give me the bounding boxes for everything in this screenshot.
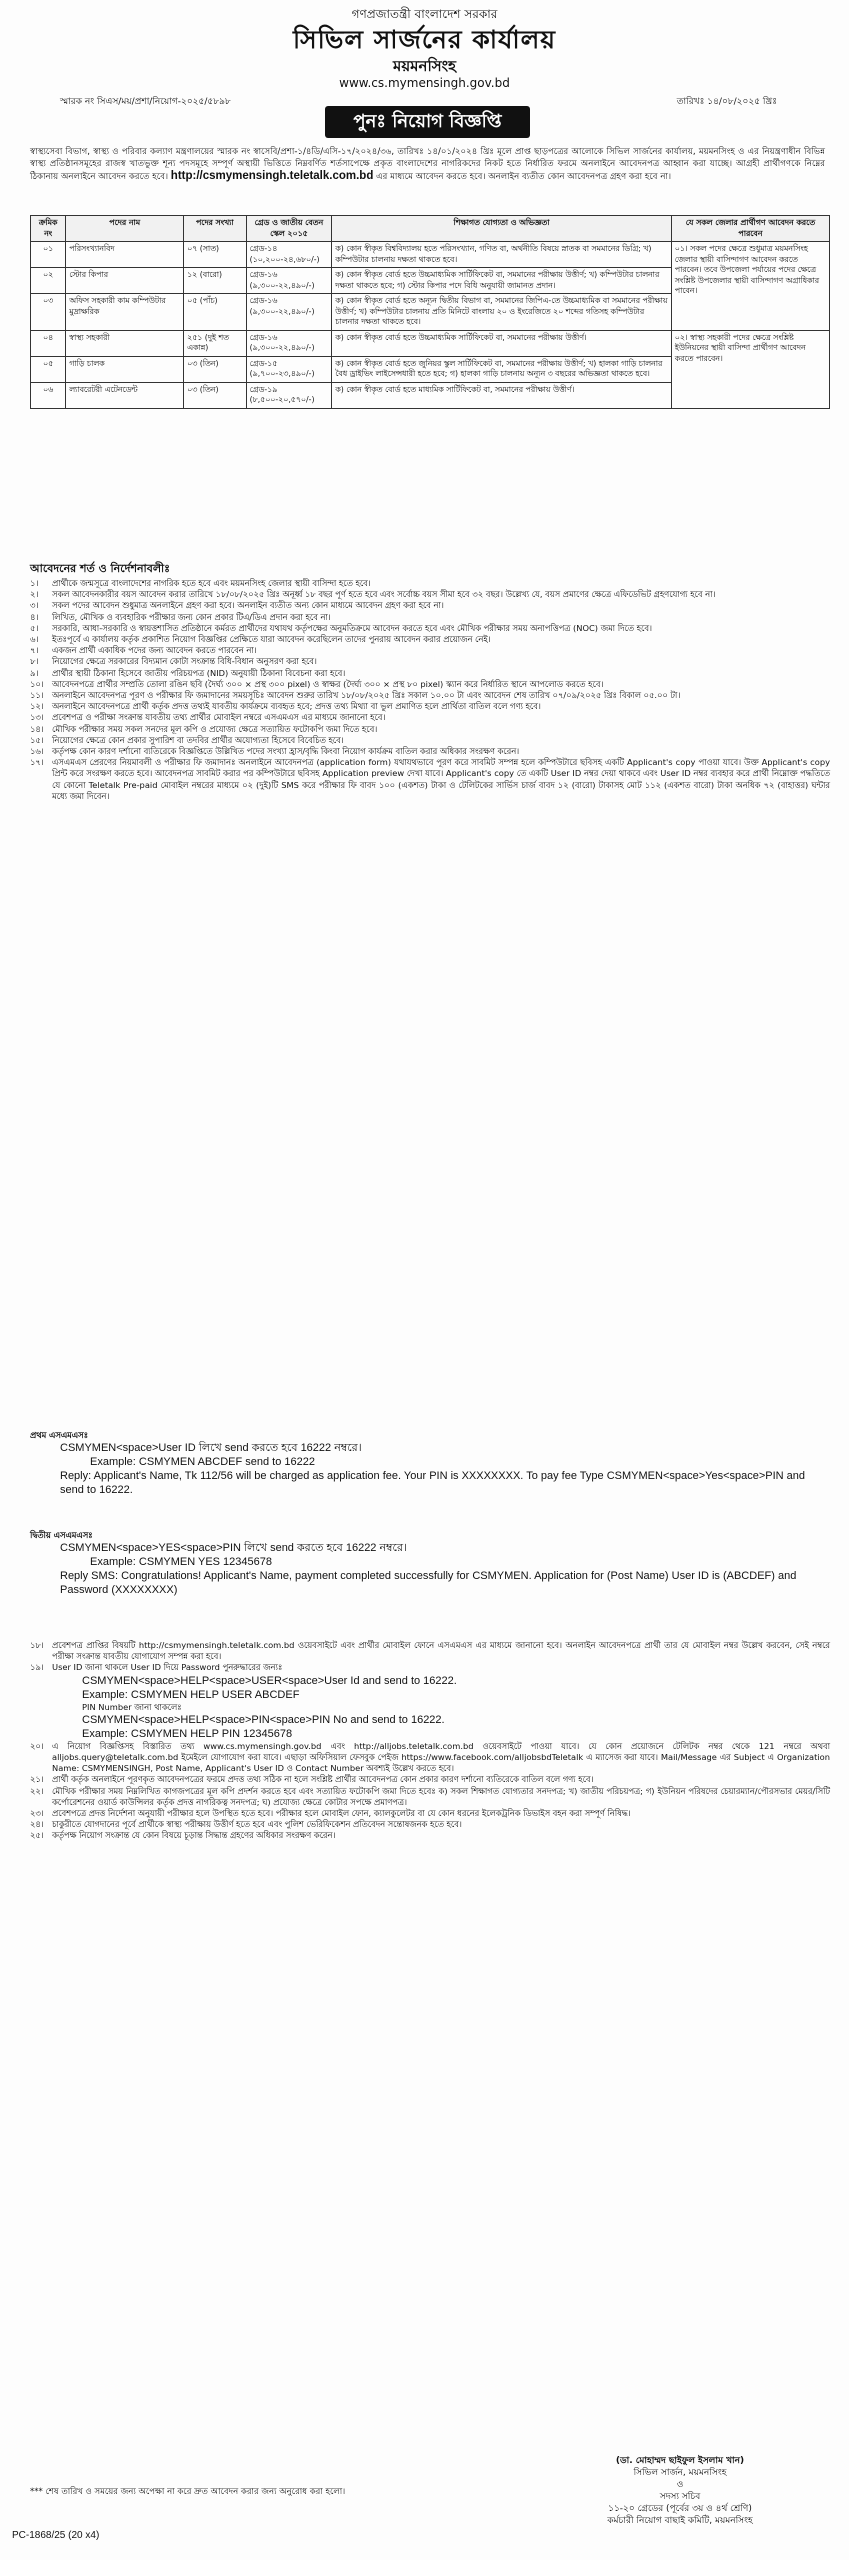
final-note-text: প্রার্থী কর্তৃক অনলাইনে পূরণকৃত আবেদনপত্রের ফরমে প্রদত্ত তথ্য সঠিক না হলে সংশ্লিষ্ট প্রার্থীর আবেদনপত্র কোন প্রকার কারণ দর্শানো ব্যতিরেকে বাতিল বলে গণ্য হবে। <box>52 1774 594 1785</box>
rule-text: ইতঃপূর্বে এ কার্যালয় কর্তৃক প্রকাশিত নিয়োগ বিজ্ঞপ্তির প্রেক্ষিতে যারা আবেদন করেছিলেন তাদের পুনরায় আবেদন করার প্রয়োজন নেই। <box>52 634 491 645</box>
row-grade: গ্রেড-১৪ (১০,২০০-২৪,৬৮০/-) <box>246 242 332 268</box>
notice-banner: পুনঃ নিয়োগ বিজ্ঞপ্তি <box>325 106 530 138</box>
list-item: ২১। প্রার্থী কর্তৃক অনলাইনে পূরণকৃত আবেদনপত্রের ফরমে প্রদত্ত তথ্য সঠিক না হলে সংশ্লিষ্ট প্রার্থীর আবেদনপত্র কোন প্রকার কারণ দর্শানো ব্যতিরেকে বাতিল বলে গণ্য হবে। <box>30 1774 830 1785</box>
row-qualification: ক) কোন স্বীকৃত বোর্ড হতে উচ্চমাধ্যমিক সার্টিফিকেট বা, সমমানের পরীক্ষায় উত্তীর্ণ; খ) কম্পিউটার চালনার দক্ষতা থাকতে হবে; গ) স্টোর কিপার পদে বিধি অনুযায়ী জামানত প্রদান। <box>332 268 672 294</box>
second-sms-title: দ্বিতীয় এসএমএসঃ <box>30 1530 93 1540</box>
second-sms-reply: Reply SMS: Congratulations! Applicant's Name, payment completed successfully for CSMYMEN. Application for (Post Name) User ID is (ABCDEF) and Password (XXXXXXXX) <box>60 1570 797 1597</box>
office-website[interactable]: www.cs.mymensingh.gov.bd <box>339 76 510 90</box>
rule-text: প্রার্থীকে জন্মসূত্রে বাংলাদেশের নাগরিক হতে হবে এবং ময়মনসিংহ জেলার স্থায়ী বাসিন্দা হতে হবে। <box>52 578 371 588</box>
first-sms-section <box>30 1430 830 1497</box>
list-item: ১৮। প্রবেশপত্র প্রাপ্তির বিষয়টি http://csmymensingh.teletalk.com.bd ওয়েবসাইটে এবং প্রার্থীর মোবাইল ফোনে এসএমএস এর মাধ্যমে জানানো হবে। অনলাইন আবেদনপত্রে প্রার্থী তার যে মোবাইল নম্বর উল্লেখ করবেন, সেই নম্বরে পরীক্ষা সংক্রান্ত যাবতীয় যোগাযোগ সম্পন্ন করা হবে। <box>30 1640 830 1662</box>
rule-text: প্রবেশপত্র ও পরীক্ষা সংক্রান্ত যাবতীয় তথ্য প্রার্থীর মোবাইল নম্বরে এসএমএস এর মাধ্যমে জানানো হবে। <box>52 712 386 723</box>
row-grade: গ্রেড-১৫ (৯,৭০০-২৩,৪৯০/-) <box>246 356 332 382</box>
list-item: ১। প্রার্থীকে জন্মসূত্রে বাংলাদেশের নাগরিক হতে হবে এবং ময়মনসিংহ জেলার স্থায়ী বাসিন্দা হতে হবে। <box>30 578 830 589</box>
first-sms-example: Example: CSMYMEN ABCDEF send to 16222 <box>90 1456 315 1469</box>
government-heading: গণপ্রজাতন্ত্রী বাংলাদেশ সরকার <box>351 7 498 21</box>
rules-title: আবেদনের শর্ত ও নির্দেশনাবলীঃ <box>30 562 171 575</box>
first-sms-reply: Reply: Applicant's Name, Tk 112/56 will be charged as application fee. Your PIN is XXXXXXXX. To pay fee Type CSMYMEN<space>Yes<space>PIN and send to 16222. <box>60 1470 806 1497</box>
rule-text: নিয়োগের ক্ষেত্রে সরকারের বিদ্যমান কোটা সংক্রান্ত বিধি-বিধান অনুসরণ করা হবে। <box>52 656 317 667</box>
password-recovery-instructions <box>30 1674 830 1741</box>
list-item: ১২। অনলাইনে আবেদনপত্রে প্রার্থী কর্তৃক প্রদত্ত তথ্যই যাবতীয় কার্যক্রমে ব্যবহৃত হবে; প্রদত্ত তথ্য মিথ্যা বা ভুল প্রমাণিত হলে প্রার্থিতা বাতিল বলে গণ্য হবে। <box>30 701 830 712</box>
eligible-districts-health-assistant: ০২। স্বাস্থ্য সহকারী পদের ক্ষেত্রে সংশ্লিষ্ট ইউনিয়নের স্থায়ী বাসিন্দা প্রার্থীগণ আবেদন করতে পারবেন। <box>671 330 829 408</box>
row-qualification: ক) কোন স্বীকৃত বিশ্ববিদ্যালয় হতে পরিসংখ্যান, গণিত বা, অর্থনীতি বিষয়ে স্নাতক বা সমমানের ডিগ্রি; খ) কম্পিউটার চালনায় দক্ষতা থাকতে হবে। <box>332 242 672 268</box>
first-sms-instructions <box>30 1441 830 1497</box>
admit-section <box>30 1640 830 1842</box>
info-note-text: এ নিয়োগ বিজ্ঞপ্তিসহ বিস্তারিত তথ্য www.cs.mymensingh.gov.bd এবং http://alljobs.teletalk.com.bd ওয়েবসাইটে পাওয়া যাবে। যে কোন প্রয়োজনে টেলিটক নম্বর থেকে 121 নম্বরে অথবা alljobs.query@teletalk.com.bd ইমেইলে যোগাযোগ করা যাবে। এছাড়া অফিসিয়াল ফেসবুক পেইজ https://www.facebook.com/alljobsbdTeletalk এ ম্যাসেজ করা যাবে। Mail/Message এর Subject এ Organization Name: CSMYMENSINGH, Post Name, Applicant's User ID ও Contact Number অবশ্যই উল্লেখ করতে হবে। <box>52 1740 830 1774</box>
eligible-districts-general: ০১। সকল পদের ক্ষেত্রে শুধুমাত্র ময়মনসিংহ জেলার স্থায়ী বাসিন্দাগণ আবেদন করতে পারবেন। তবে উপজেলা পর্যায়ের পদের ক্ষেত্রে সংশ্লিষ্ট উপজেলার স্থায়ী বাসিন্দাগণ অগ্রাধিকার পাবেন। <box>671 242 829 331</box>
first-sms-title: প্রথম এসএমএসঃ <box>30 1430 88 1440</box>
rule-text: সকল আবেদনকারীর বয়স আবেদন করার তারিখে ১৮/০৮/২০২৫ খ্রিঃ অনূর্ধ্ব ১৮ বছর পূর্ণ হতে হবে এবং সর্বোচ্চ বয়স সীমা হবে ৩২ বছর। উল্লেখ্য যে, বয়স প্রমাণের ক্ষেত্রে এফিডেভিট গ্রহণযোগ্য হবে না। <box>52 589 716 600</box>
recovery-user-format: CSMYMEN<space>HELP<space>USER<space>User Id and send to 16222. <box>82 1674 457 1687</box>
list-item: ৬। ইতঃপূর্বে এ কার্যালয় কর্তৃক প্রকাশিত নিয়োগ বিজ্ঞপ্তির প্রেক্ষিতে যারা আবেদন করেছিলেন তাদের পুনরায় আবেদন করার প্রয়োজন নেই। <box>30 634 830 645</box>
signatory-conjunction: ও <box>676 2480 684 2490</box>
col-qualification: শিক্ষাগত যোগ্যতা ও অভিজ্ঞতা <box>332 216 672 242</box>
list-item: ৪। লিখিত, মৌখিক ও ব্যবহারিক পরীক্ষার জন্য কোন প্রকার টিএ/ডিএ প্রদান করা হবে না। <box>30 612 830 623</box>
row-serial: ০২ <box>31 268 66 294</box>
col-eligible-districts: যে সকল জেলার প্রার্থীগণ আবেদন করতে পারবেন <box>671 216 829 242</box>
deadline-reminder: *** শেষ তারিখ ও সময়ের জন্য অপেক্ষা না করে দ্রুত আবেদন করার জন্য অনুরোধ করা হলো। <box>30 2487 346 2497</box>
row-serial: ০৬ <box>31 382 66 408</box>
pc-number: PC-1868/25 (20 x4) <box>12 2530 100 2541</box>
final-note-text: মৌখিক পরীক্ষার সময় নিম্নলিখিত কাগজপত্রের মূল কপি প্রদর্শন করতে হবে এবং সত্যায়িত ফটোকপি জমা দিতে হবেঃ ক) সকল শিক্ষাগত যোগ্যতার সনদপত্র; খ) জাতীয় পরিচয়পত্র; গ) ইউনিয়ন পরিষদের চেয়ারম্যান/পৌরসভার মেয়র/সিটি কর্পোরেশনের ওয়ার্ড কাউন্সিলর কর্তৃক প্রদত্ত নাগরিকত্ব সনদপত্র; ঘ) প্রযোজ্য ক্ষেত্রে কোটার সপক্ষে প্রমাণপত্র। <box>52 1785 830 1807</box>
second-sms-example: Example: CSMYMEN YES 12345678 <box>90 1556 272 1569</box>
apply-url[interactable]: http://csmymensingh.teletalk.com.bd <box>170 170 374 182</box>
list-item: ১৫। নিয়োগের ক্ষেত্রে কোন প্রকার সুপারিশ বা তদবির প্রার্থীর অযোগ্যতা হিসেবে বিবেচিত হবে। <box>30 735 830 746</box>
row-post-name: অফিস সহকারী কাম কম্পিউটার মুদ্রাক্ষরিক <box>66 294 184 331</box>
col-grade: গ্রেড ও জাতীয় বেতন স্কেল ২০১৫ <box>246 216 332 242</box>
signature-block <box>560 2455 800 2527</box>
second-sms-format: CSMYMEN<space>YES<space>PIN লিখে send করতে হবে 16222 নম্বরে। <box>60 1542 407 1555</box>
row-grade: গ্রেড-১৬ (৯,৩০০-২২,৪৯০/-) <box>246 294 332 331</box>
row-post-count: ০৩ (তিন) <box>184 382 246 408</box>
posts-table <box>30 215 830 409</box>
recovery-pin-example: Example: CSMYMEN HELP PIN 12345678 <box>82 1727 293 1740</box>
row-post-name: স্বাস্থ্য সহকারী <box>66 330 184 356</box>
rule-text: লিখিত, মৌখিক ও ব্যবহারিক পরীক্ষার জন্য কোন প্রকার টিএ/ডিএ প্রদান করা হবে না। <box>52 611 331 622</box>
list-item: ২৪। চাকুরীতে যোগদানের পূর্বে প্রার্থীকে স্বাস্থ্য পরীক্ষায় উত্তীর্ণ হতে হবে এবং পুলিশ ভেরিফিকেশন প্রতিবেদন সন্তোষজনক হতে হবে। <box>30 1819 830 1830</box>
rule-text: নিয়োগের ক্ষেত্রে কোন প্রকার সুপারিশ বা তদবির প্রার্থীর অযোগ্যতা হিসেবে বিবেচিত হবে। <box>52 734 344 745</box>
list-item: ১৯। User ID জানা থাকলে User ID দিয়ে Password পুনরুদ্ধারের জন্যঃ <box>30 1662 830 1673</box>
signatory-name: (ডা. মোহাম্মদ ছাইফুল ইসলাম খান) <box>615 2456 745 2466</box>
rule-text: অনলাইনে আবেদনপত্রে প্রার্থী কর্তৃক প্রদত্ত তথ্যই যাবতীয় কার্যক্রমে ব্যবহৃত হবে; প্রদত্ত তথ্য মিথ্যা বা ভুল প্রমাণিত হলে প্রার্থিতা বাতিল বলে গণ্য হবে। <box>52 701 541 712</box>
col-serial: ক্রমিক নং <box>31 216 66 242</box>
row-post-name: গাড়ি চালক <box>66 356 184 382</box>
signatory-title: সিভিল সার্জন, ময়মনসিংহ <box>633 2468 727 2478</box>
table-row <box>31 242 830 268</box>
row-grade: গ্রেড-১৬ (৯,৩০০-২২,৪৯০/-) <box>246 268 332 294</box>
list-item: ৮। নিয়োগের ক্ষেত্রে সরকারের বিদ্যমান কোটা সংক্রান্ত বিধি-বিধান অনুসরণ করা হবে। <box>30 656 830 667</box>
col-post-name: পদের নাম <box>66 216 184 242</box>
list-item: ৯। প্রার্থীর স্থায়ী ঠিকানা হিসেবে জাতীয় পরিচয়পত্র (NID) অনুযায়ী ঠিকানা বিবেচনা করা হবে। <box>30 668 830 679</box>
final-note-text: চাকুরীতে যোগদানের পূর্বে প্রার্থীকে স্বাস্থ্য পরীক্ষায় উত্তীর্ণ হতে হবে এবং পুলিশ ভেরিফিকেশন প্রতিবেদন সন্তোষজনক হতে হবে। <box>52 1819 462 1830</box>
second-sms-section <box>30 1530 830 1597</box>
col-post-count: পদের সংখ্যা <box>184 216 246 242</box>
list-item: ৭। একজন প্রার্থী একাধিক পদের জন্য আবেদন করতে পারবেন না। <box>30 645 830 656</box>
row-serial: ০১ <box>31 242 66 268</box>
committee-name: কর্মচারী নিয়োগ বাছাই কমিটি, ময়মনসিংহ <box>607 2516 753 2526</box>
final-note-text: প্রবেশপত্রে প্রদত্ত নির্দেশনা অনুযায়ী পরীক্ষার হলে উপস্থিত হতে হবে। পরীক্ষার হলে মোবাইল ফোন, ক্যালকুলেটর বা যে কোন ধরনের ইলেকট্রনিক ডিভাইস বহন করা সম্পূর্ণ নিষিদ্ধ। <box>52 1808 631 1819</box>
list-item: ২০। এ নিয়োগ বিজ্ঞপ্তিসহ বিস্তারিত তথ্য www.cs.mymensingh.gov.bd এবং http://alljobs.teletalk.com.bd ওয়েবসাইটে পাওয়া যাবে। যে কোন প্রয়োজনে টেলিটক নম্বর থেকে 121 নম্বরে অথবা alljobs.query@teletalk.com.bd ইমেইলে যোগাযোগ করা যাবে। এছাড়া অফিসিয়াল ফেসবুক পেইজ https://www.facebook.com/alljobsbdTeletalk এ ম্যাসেজ করা যাবে। Mail/Message এর Subject এ Organization Name: CSMYMENSINGH, Post Name, Applicant's User ID ও Contact Number অবশ্যই উল্লেখ করতে হবে। <box>30 1740 830 1774</box>
intro-paragraph <box>30 146 825 183</box>
rule-text: প্রার্থীর স্থায়ী ঠিকানা হিসেবে জাতীয় পরিচয়পত্র (NID) অনুযায়ী ঠিকানা বিবেচনা করা হবে। <box>52 667 346 678</box>
second-sms-instructions <box>30 1541 830 1597</box>
row-serial: ০৩ <box>31 294 66 331</box>
row-qualification: ক) কোন স্বীকৃত বোর্ড হতে জুনিয়র স্কুল সার্টিফিকেট বা, সমমানের পরীক্ষায় উত্তীর্ণ; খ) হালকা গাড়ি চালনার বৈধ ড্রাইভিং লাইসেন্সধারী হতে হবে; গ) হালকা গাড়ি চালনায় অন্যূন ৩ বছরের অভিজ্ঞতা থাকতে হবে। <box>332 356 672 382</box>
list-item: ৩। সকল পদের আবেদন শুধুমাত্র অনলাইনে গ্রহণ করা হবে। অনলাইন ব্যতীত অন্য কোন মাধ্যমে আবেদন গ্রহণ করা হবে না। <box>30 600 830 611</box>
recovery-user-example: Example: CSMYMEN HELP USER ABCDEF <box>82 1688 300 1701</box>
row-post-count: ০৭ (সাত) <box>184 242 246 268</box>
admit-note-text: প্রবেশপত্র প্রাপ্তির বিষয়টি http://csmymensingh.teletalk.com.bd ওয়েবসাইটে এবং প্রার্থীর মোবাইল ফোনে এসএমএস এর মাধ্যমে জানানো হবে। অনলাইন আবেদনপত্রে প্রার্থী তার যে মোবাইল নম্বর উল্লেখ করবেন, সেই নম্বরে পরীক্ষা সংক্রান্ত যাবতীয় যোগাযোগ সম্পন্ন করা হবে। <box>52 1640 830 1662</box>
list-item: ১৭। এসএমএস প্রেরণের নিয়মাবলী ও পরীক্ষার ফি জমাদানঃ অনলাইনে আবেদনপত্র (application form) যথাযথভাবে পূরণ করে সাবমিট সম্পন্ন হলে কম্পিউটারে ছবিসহ একটি Applicant's copy পাওয়া যাবে। উক্ত Applicant's copy প্রিন্ট করে সংরক্ষণ করতে হবে। আবেদনপত্র সাবমিট করার পর কম্পিউটারে ছবিসহ Application preview দেখা যাবে। Applicant's copy তে একটি User ID নম্বর দেয়া থাকবে এবং User ID নম্বর ব্যবহার করে প্রার্থী নিম্নোক্ত পদ্ধতিতে যে কোনো Teletalk Pre-paid মোবাইল নম্বরের মাধ্যমে ০২ (দুই)টি SMS করে পরীক্ষার ফি বাবদ ১০০ (একশত) টাকা ও টেলিটকের সার্ভিস চার্জ বাবদ ১২ (বারো) টাকাসহ মোট ১১২ (একশত বারো) টাকা অনধিক ৭২ (বাহাত্তর) ঘন্টার মধ্যে জমা দিবেন। <box>30 757 830 801</box>
row-qualification: ক) কোন স্বীকৃত বোর্ড হতে উচ্চমাধ্যমিক সার্টিফিকেট বা, সমমানের পরীক্ষায় উত্তীর্ণ। <box>332 330 672 356</box>
row-post-count: ০৫ (পাঁচ) <box>184 294 246 331</box>
memo-number: স্মারক নং সিএস/ময়/প্রশা/নিয়োগ-২০২৫/৫৮৯৮ <box>60 97 231 107</box>
fee-note-text: এসএমএস প্রেরণের নিয়মাবলী ও পরীক্ষার ফি জমাদানঃ অনলাইনে আবেদনপত্র (application form) যথাযথভাবে পূরণ করে সাবমিট সম্পন্ন হলে কম্পিউটারে ছবিসহ একটি Applicant's copy পাওয়া যাবে। উক্ত Applicant's copy প্রিন্ট করে সংরক্ষণ করতে হবে। আবেদনপত্র সাবমিট করার পর কম্পিউটারে ছবিসহ Application preview দেখা যাবে। Applicant's copy তে একটি User ID নম্বর দেয়া থাকবে এবং User ID নম্বর ব্যবহার করে প্রার্থী নিম্নোক্ত পদ্ধতিতে যে কোনো Teletalk Pre-paid মোবাইল নম্বরের মাধ্যমে ০২ (দুই)টি SMS করে পরীক্ষার ফি বাবদ ১০০ (একশত) টাকা ও টেলিটকের সার্ভিস চার্জ বাবদ ১২ (বারো) টাকাসহ মোট ১১২ (একশত বারো) টাকা অনধিক ৭২ (বাহাত্তর) ঘন্টার মধ্যে জমা দিবেন। <box>52 757 830 801</box>
recovery-pin-title: PIN Number জানা থাকলেঃ <box>82 1701 182 1712</box>
row-post-name: স্টোর কিপার <box>66 268 184 294</box>
row-qualification: ক) কোন স্বীকৃত বোর্ড হতে অন্যূন দ্বিতীয় বিভাগ বা, সমমানের জিপিএ-তে উচ্চমাধ্যমিক বা সমমানের পরীক্ষায় উত্তীর্ণ; খ) কম্পিউটার চালনায় প্রতি মিনিটে বাংলায় ২০ ও ইংরেজিতে ২০ শব্দের গতিসহ কম্পিউটার চালনার দক্ষতা থাকতে হবে। <box>332 294 672 331</box>
password-recovery-title: User ID জানা থাকলে User ID দিয়ে Password পুনরুদ্ধারের জন্যঃ <box>52 1662 283 1673</box>
row-post-count: ২৫১ (দুই শত একান্ন) <box>184 330 246 356</box>
table-row <box>31 330 830 356</box>
row-grade: গ্রেড-১৯ (৮,৫০০-২০,৫৭০/-) <box>246 382 332 408</box>
rules-list <box>30 578 830 802</box>
row-serial: ০৫ <box>31 356 66 382</box>
issue-date: তারিখঃ ১৪/০৮/২০২৫ খ্রিঃ <box>676 97 777 107</box>
list-item: ১৪। মৌখিক পরীক্ষার সময় সকল সনদের মূল কপি ও প্রযোজ্য ক্ষেত্রে সত্যায়িত ফটোকপি জমা দিতে হবে। <box>30 724 830 735</box>
rule-text: সরকারি, আধা-সরকারি ও স্বায়ত্তশাসিত প্রতিষ্ঠানে কর্মরত প্রার্থীদের যথাযথ কর্তৃপক্ষের অনুমতিক্রমে আবেদন করতে হবে এবং মৌখিক পরীক্ষার সময় অনাপত্তিপত্র (NOC) জমা দিতে হবে। <box>52 622 652 633</box>
row-post-count: ০৩ (তিন) <box>184 356 246 382</box>
list-item: ১৬। কর্তৃপক্ষ কোন কারণ দর্শানো ব্যতিরেকে বিজ্ঞপ্তিতে উল্লিখিত পদের সংখ্যা হ্রাস/বৃদ্ধি কিংবা নিয়োগ কার্যক্রম বাতিল করার অধিকার সংরক্ষণ করেন। <box>30 746 830 757</box>
row-qualification: ক) কোন স্বীকৃত বোর্ড হতে মাধ্যমিক সার্টিফিকেট বা, সমমানের পরীক্ষায় উত্তীর্ণ। <box>332 382 672 408</box>
row-post-name: পরিসংখ্যানবিদ <box>66 242 184 268</box>
office-city: ময়মনসিংহ <box>393 57 456 75</box>
rule-text: আবেদনপত্রে প্রার্থীর সম্প্রতি তোলা রঙিন ছবি (দৈর্ঘ্য ৩০০ × প্রস্থ ৩০০ pixel) ও স্বাক্ষর (দৈর্ঘ্য ৩০০ × প্রস্থ ৮০ pixel) স্ক্যান করে নির্ধারিত স্থানে আপলোড করতে হবে। <box>52 678 604 689</box>
list-item: ৫। সরকারি, আধা-সরকারি ও স্বায়ত্তশাসিত প্রতিষ্ঠানে কর্মরত প্রার্থীদের যথাযথ কর্তৃপক্ষের অনুমতিক্রমে আবেদন করতে হবে এবং মৌখিক পরীক্ষার সময় অনাপত্তিপত্র (NOC) জমা দিতে হবে। <box>30 623 830 634</box>
final-note-text: কর্তৃপক্ষ নিয়োগ সংক্রান্ত যে কোন বিষয়ে চূড়ান্ত সিদ্ধান্ত গ্রহণের অধিকার সংরক্ষণ করেন। <box>52 1830 336 1841</box>
list-item: ১০। আবেদনপত্রে প্রার্থীর সম্প্রতি তোলা রঙিন ছবি (দৈর্ঘ্য ৩০০ × প্রস্থ ৩০০ pixel) ও স্বাক্ষর (দৈর্ঘ্য ৩০০ × প্রস্থ ৮০ pixel) স্ক্যান করে নির্ধারিত স্থানে আপলোড করতে হবে। <box>30 679 830 690</box>
committee-grade: ১১-২০ গ্রেডের (পূর্বের ৩য় ও ৪র্থ শ্রেণি) <box>608 2504 752 2514</box>
rule-text: মৌখিক পরীক্ষার সময় সকল সনদের মূল কপি ও প্রযোজ্য ক্ষেত্রে সত্যায়িত ফটোকপি জমা দিতে হবে। <box>52 723 378 734</box>
list-item: ২৫। কর্তৃপক্ষ নিয়োগ সংক্রান্ত যে কোন বিষয়ে চূড়ান্ত সিদ্ধান্ত গ্রহণের অধিকার সংরক্ষণ করেন। <box>30 1830 830 1841</box>
rule-text: কর্তৃপক্ষ কোন কারণ দর্শানো ব্যতিরেকে বিজ্ঞপ্তিতে উল্লিখিত পদের সংখ্যা হ্রাস/বৃদ্ধি কিংবা নিয়োগ কার্যক্রম বাতিল করার অধিকার সংরক্ষণ করেন। <box>52 746 520 757</box>
list-item: ১১। অনলাইনে আবেদনপত্র পূরণ ও পরীক্ষার ফি জমাদানের সময়সূচিঃ আবেদন শুরুর তারিখ ১৮/০৮/২০২৫ খ্রিঃ সকাল ১০.০০ টা এবং আবেদন শেষ তারিখ ০৭/০৯/২০২৫ খ্রিঃ বিকাল ০৫.০০ টা। <box>30 690 830 701</box>
list-item: ১৩। প্রবেশপত্র ও পরীক্ষা সংক্রান্ত যাবতীয় তথ্য প্রার্থীর মোবাইল নম্বরে এসএমএস এর মাধ্যমে জানানো হবে। <box>30 712 830 723</box>
row-post-name: ল্যাবরেটরী এটেনডেন্ট <box>66 382 184 408</box>
list-item: ২২। মৌখিক পরীক্ষার সময় নিম্নলিখিত কাগজপত্রের মূল কপি প্রদর্শন করতে হবে এবং সত্যায়িত ফটোকপি জমা দিতে হবেঃ ক) সকল শিক্ষাগত যোগ্যতার সনদপত্র; খ) জাতীয় পরিচয়পত্র; গ) ইউনিয়ন পরিষদের চেয়ারম্যান/পৌরসভার মেয়র/সিটি কর্পোরেশনের ওয়ার্ড কাউন্সিলর কর্তৃক প্রদত্ত নাগরিকত্ব সনদপত্র; ঘ) প্রযোজ্য ক্ষেত্রে কোটার সপক্ষে প্রমাণপত্র। <box>30 1785 830 1807</box>
posts-table-header <box>31 216 830 242</box>
rule-text: একজন প্রার্থী একাধিক পদের জন্য আবেদন করতে পারবেন না। <box>52 645 257 656</box>
signatory-role: সদস্য সচিব <box>659 2492 701 2502</box>
intro-text: স্বাস্থ্যসেবা বিভাগ, স্বাস্থ্য ও পরিবার কল্যাণ মন্ত্রণালয়ের স্মারক নং স্বাসেবি/প্রশা-১/৪ডি/এসি-১৭/২০২৪/৩৬, তারিখঃ ১৪/০১/২০২৪ খ্রিঃ মূলে প্রাপ্ত ছাড়পত্রের আলোকে সিভিল সার্জনের কার্যালয়, ময়মনসিংহ ও এর নিয়ন্ত্রণাধীন বিভিন্ন স্বাস্থ্য প্রতিষ্ঠানসমূহের রাজস্ব খাতভুক্ত শূন্য পদসমূহে সম্পূর্ণ অস্থায়ী ভিত্তিতে নিম্নবর্ণিত শর্তসাপেক্ষে প্রকৃত বাংলাদেশের নাগরিকদের নিকট হতে নির্ধারিত ফরমে অনলাইনে আবেদনপত্র আহ্বান করা যাচ্ছে। আগ্রহী প্রার্থীগণকে নিম্নের ঠিকানায় অনলাইনে আবেদন করতে হবে। <box>30 147 825 182</box>
first-sms-format: CSMYMEN<space>User ID লিখে send করতে হবে 16222 নম্বরে। <box>60 1442 362 1455</box>
row-grade: গ্রেড-১৬ (৯,৩০০-২২,৪৯০/-) <box>246 330 332 356</box>
intro-tail: এর মাধ্যমে আবেদন করতে হবে। অনলাইন ব্যতীত কোন আবেদনপত্র গ্রহণ করা হবে না। <box>376 172 672 182</box>
row-post-count: ১২ (বারো) <box>184 268 246 294</box>
row-serial: ০৪ <box>31 330 66 356</box>
office-title: সিভিল সার্জনের কার্যালয় <box>292 25 557 54</box>
list-item: ২৩। প্রবেশপত্রে প্রদত্ত নির্দেশনা অনুযায়ী পরীক্ষার হলে উপস্থিত হতে হবে। পরীক্ষার হলে মোবাইল ফোন, ক্যালকুলেটর বা যে কোন ধরনের ইলেকট্রনিক ডিভাইস বহন করা সম্পূর্ণ নিষিদ্ধ। <box>30 1808 830 1819</box>
recovery-pin-format: CSMYMEN<space>HELP<space>PIN<space>PIN No and send to 16222. <box>82 1713 445 1726</box>
rule-text: সকল পদের আবেদন শুধুমাত্র অনলাইনে গ্রহণ করা হবে। অনলাইন ব্যতীত অন্য কোন মাধ্যমে আবেদন গ্রহণ করা হবে না। <box>52 600 444 611</box>
rule-text: অনলাইনে আবেদনপত্র পূরণ ও পরীক্ষার ফি জমাদানের সময়সূচিঃ আবেদন শুরুর তারিখ ১৮/০৮/২০২৫ খ্রিঃ সকাল ১০.০০ টা এবং আবেদন শেষ তারিখ ০৭/০৯/২০২৫ খ্রিঃ বিকাল ০৫.০০ টা। <box>52 690 681 701</box>
list-item: ২। সকল আবেদনকারীর বয়স আবেদন করার তারিখে ১৮/০৮/২০২৫ খ্রিঃ অনূর্ধ্ব ১৮ বছর পূর্ণ হতে হবে এবং সর্বোচ্চ বয়স সীমা হবে ৩২ বছর। উল্লেখ্য যে, বয়স প্রমাণের ক্ষেত্রে এফিডেভিট গ্রহণযোগ্য হবে না। <box>30 589 830 600</box>
